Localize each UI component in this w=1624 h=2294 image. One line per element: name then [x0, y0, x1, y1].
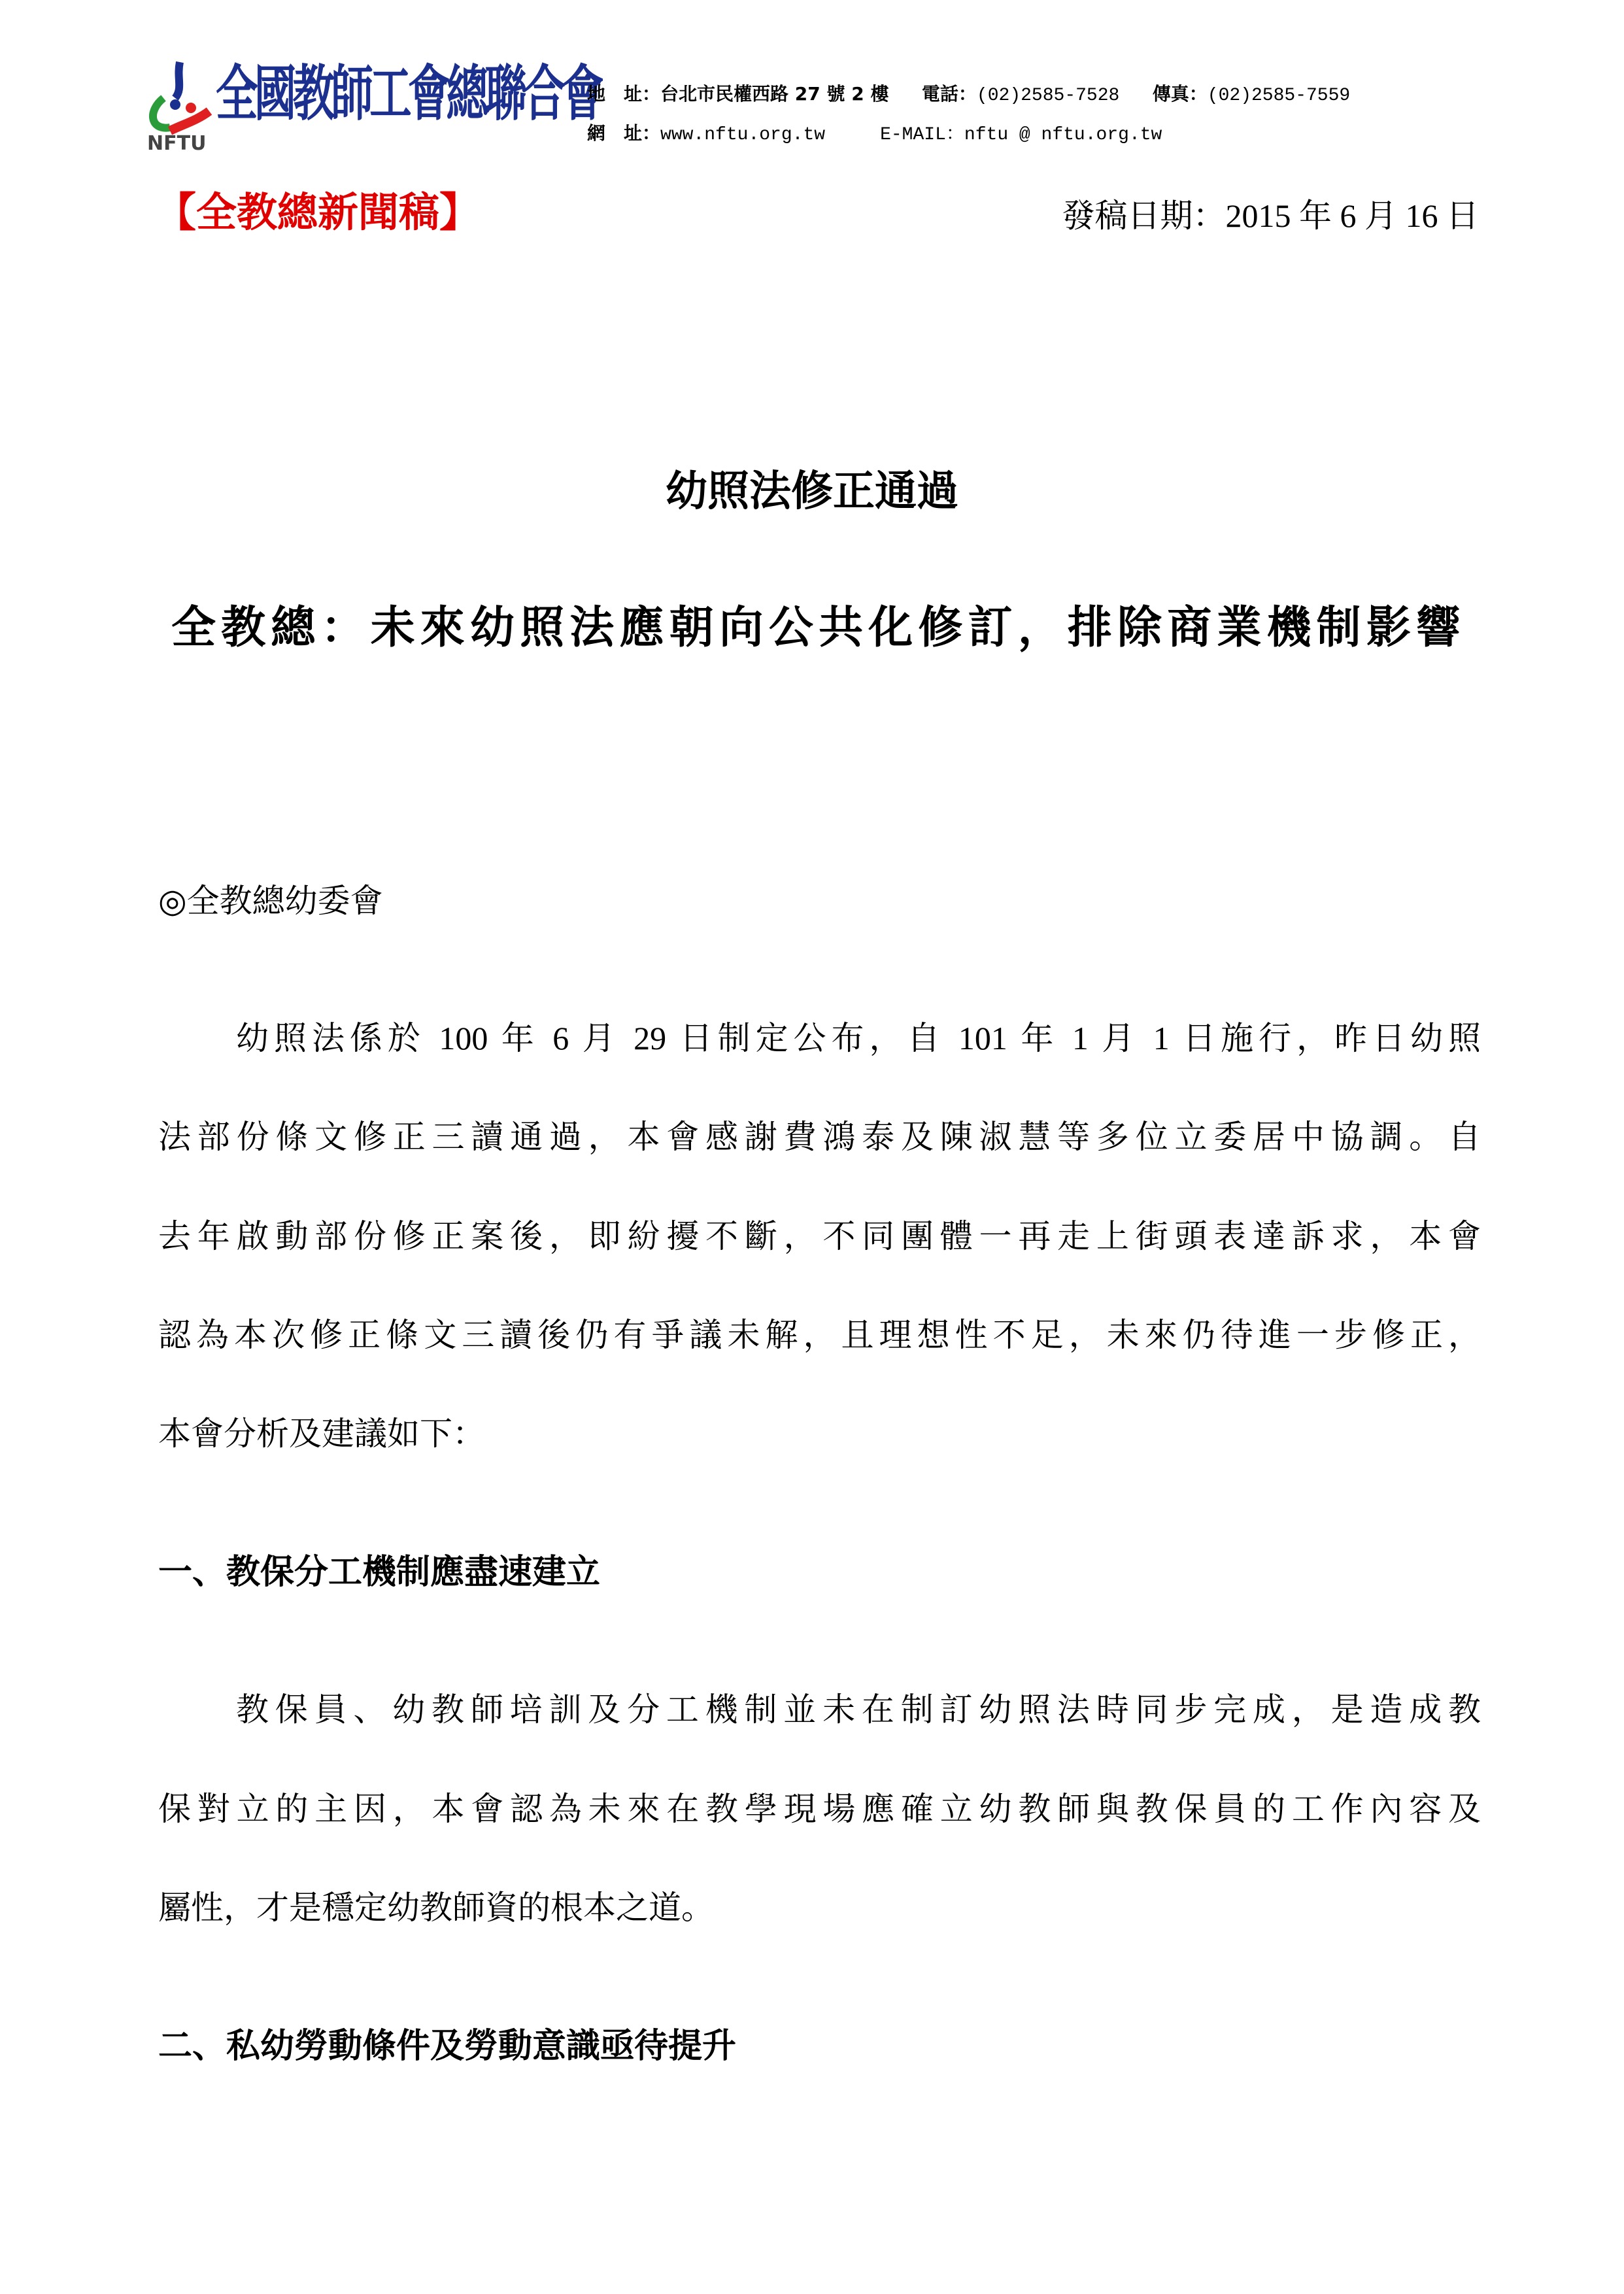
nftu-logo — [144, 59, 601, 157]
paragraph-line: 幼照法係於 100 年 6 月 29 日制定公布，自 101 年 1 月 1 日施行，昨日幼照 — [236, 1020, 1481, 1056]
email-label: E-MAIL： — [880, 125, 964, 145]
author: ◎全教總幼委會 — [158, 883, 383, 919]
logo-text: 全國教師工會總聯合會 — [216, 59, 601, 129]
phone-label: 電話： — [921, 83, 977, 105]
web-label: 網 址： — [587, 122, 661, 144]
address: 台北市民權西路 27 號 2 樓 — [660, 83, 889, 105]
fax-label: 傳真： — [1152, 83, 1208, 105]
phone: (02)2585-7528 — [976, 86, 1120, 106]
paragraph-line: 本會分析及建議如下： — [158, 1415, 485, 1452]
press-release-tag: 【全教總新聞稿】 — [156, 191, 481, 235]
paragraph-line: 法部份條文修正三讀通過，本會感謝費鴻泰及陳淑慧等多位立委居中協調。自 — [158, 1119, 1481, 1155]
logo-abbr: NFTU — [147, 132, 207, 155]
web-link[interactable]: www.nftu.org.tw — [660, 125, 826, 145]
page-subtitle: 全教總：未來幼照法應朝向公共化修訂，排除商業機制影響 — [171, 603, 1461, 652]
release-date: 發稿日期：2015 年 6 月 16 日 — [1062, 197, 1479, 234]
fax: (02)2585-7559 — [1207, 86, 1351, 106]
address-label: 地 址： — [587, 83, 661, 105]
section-heading: 二、私幼勞動條件及勞動意識亟待提升 — [158, 2028, 737, 2065]
paragraph-line: 屬性，才是穩定幼教師資的根本之道。 — [158, 1889, 714, 1926]
web-line — [587, 119, 1162, 145]
paragraph-line: 教保員、幼教師培訓及分工機制並未在制訂幼照法時同步完成，是造成教 — [236, 1691, 1481, 1728]
paragraph-line: 去年啟動部份修正案後，即紛擾不斷，不同團體一再走上街頭表達訴求，本會 — [158, 1218, 1481, 1255]
email-link[interactable]: nftu @ nftu.org.tw — [964, 125, 1162, 145]
address-line — [587, 80, 1350, 106]
paragraph-line: 保對立的主因，本會認為未來在教學現場應確立幼教師與教保員的工作內容及 — [158, 1791, 1481, 1827]
section-heading: 一、教保分工機制應盡速建立 — [158, 1554, 601, 1591]
page-title: 幼照法修正通過 — [666, 468, 958, 514]
paragraph-line: 認為本次修正條文三讀後仍有爭議未解，且理想性不足，未來仍待進一步修正， — [158, 1317, 1481, 1353]
